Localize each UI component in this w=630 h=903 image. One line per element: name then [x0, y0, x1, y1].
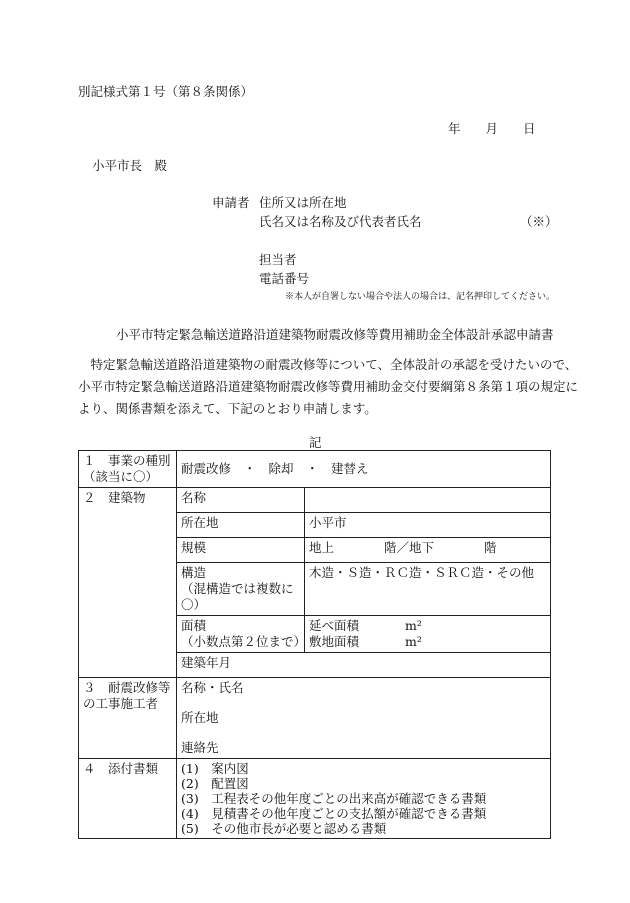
- address-label: 住所又は所在地: [259, 195, 347, 210]
- total-floor-area-unit: m²: [405, 618, 422, 633]
- building-name-label: 名称: [177, 488, 305, 513]
- body-line: 小平市特定緊急輸送道路沿道建築物耐震改修等費用補助金交付要綱第８条第１項の規定に: [78, 379, 579, 394]
- addressee: 小平市長 殿: [92, 158, 168, 173]
- area-values: [305, 616, 551, 653]
- scale-value: 地上 階／地下 階: [305, 538, 551, 563]
- phone-label: 電話番号: [259, 271, 310, 286]
- building-name-value: [305, 488, 551, 513]
- section1-label: １ 事業の種別 （該当に〇）: [79, 451, 177, 488]
- attachment-item: (1) 案内図: [181, 761, 249, 776]
- table-row: [79, 451, 551, 488]
- contact-person-label: 担当者: [259, 252, 297, 267]
- attachments-list: [177, 759, 551, 839]
- table-row: [79, 488, 551, 513]
- attachment-item: (5) その他市長が必要と認める書類: [181, 821, 387, 836]
- structure-value: 木造・Ｓ造・ＲＣ造・ＳＲＣ造・その他: [305, 563, 551, 616]
- application-table: [78, 450, 551, 839]
- area-label: 面積 （小数点第２位まで）: [177, 616, 305, 653]
- section3-label: ３ 耐震改修等 の工事施工者: [79, 678, 177, 759]
- total-floor-area-label: 延べ面積: [309, 618, 360, 633]
- applicant-note: ※本人が自署しない場合や法人の場合は、記名押印してください。: [285, 292, 556, 302]
- project-type-options: 耐震改修 ・ 除却 ・ 建替え: [177, 451, 551, 488]
- site-area-label: 敷地面積: [309, 634, 360, 649]
- name-label: 氏名又は名称及び代表者氏名: [259, 214, 422, 229]
- seal-mark: （※）: [520, 214, 558, 229]
- structure-label: 構造 （混構造では複数に〇）: [177, 563, 305, 616]
- contractor-contact-label: 連絡先: [181, 740, 219, 755]
- building-location-label: 所在地: [177, 513, 305, 538]
- site-area-unit: m²: [405, 634, 422, 649]
- contractor-name-label: 名称・氏名: [181, 680, 244, 695]
- body-paragraph: [78, 354, 579, 420]
- attachment-item: (4) 見積書その他年度ごとの支払額が確認できる書類: [181, 806, 487, 821]
- table-row: [79, 678, 551, 759]
- scale-label: 規模: [177, 538, 305, 563]
- built-date-label: 建築年月: [177, 653, 551, 678]
- building-location-value: 小平市: [305, 513, 551, 538]
- contractor-details: [177, 678, 551, 759]
- contractor-location-label: 所在地: [181, 710, 219, 725]
- attachment-item: (3) 工程表その他年度ごとの出来高が確認できる書類: [181, 791, 487, 806]
- document-title: 小平市特定緊急輸送道路沿道建築物耐震改修等費用補助金全体設計承認申請書: [116, 327, 554, 342]
- site-area-row: [309, 634, 546, 650]
- form-number: 別記様式第１号（第８条関係）: [78, 84, 254, 99]
- body-line: 特定緊急輸送道路沿道建築物の耐震改修等について、全体設計の承認を受けたいので、: [78, 357, 578, 372]
- body-line: より、関係書類を添えて、下記のとおり申請します。: [78, 401, 377, 416]
- section2-label: ２ 建築物: [79, 488, 177, 678]
- applicant-label: 申請者: [212, 195, 250, 210]
- total-floor-area-row: [309, 618, 546, 634]
- ki-heading: 記: [309, 435, 322, 450]
- attachment-item: (2) 配置図: [181, 776, 249, 791]
- date-line: 年 月 日: [448, 121, 536, 136]
- section4-label: ４ 添付書類: [79, 759, 177, 839]
- table-row: [79, 759, 551, 839]
